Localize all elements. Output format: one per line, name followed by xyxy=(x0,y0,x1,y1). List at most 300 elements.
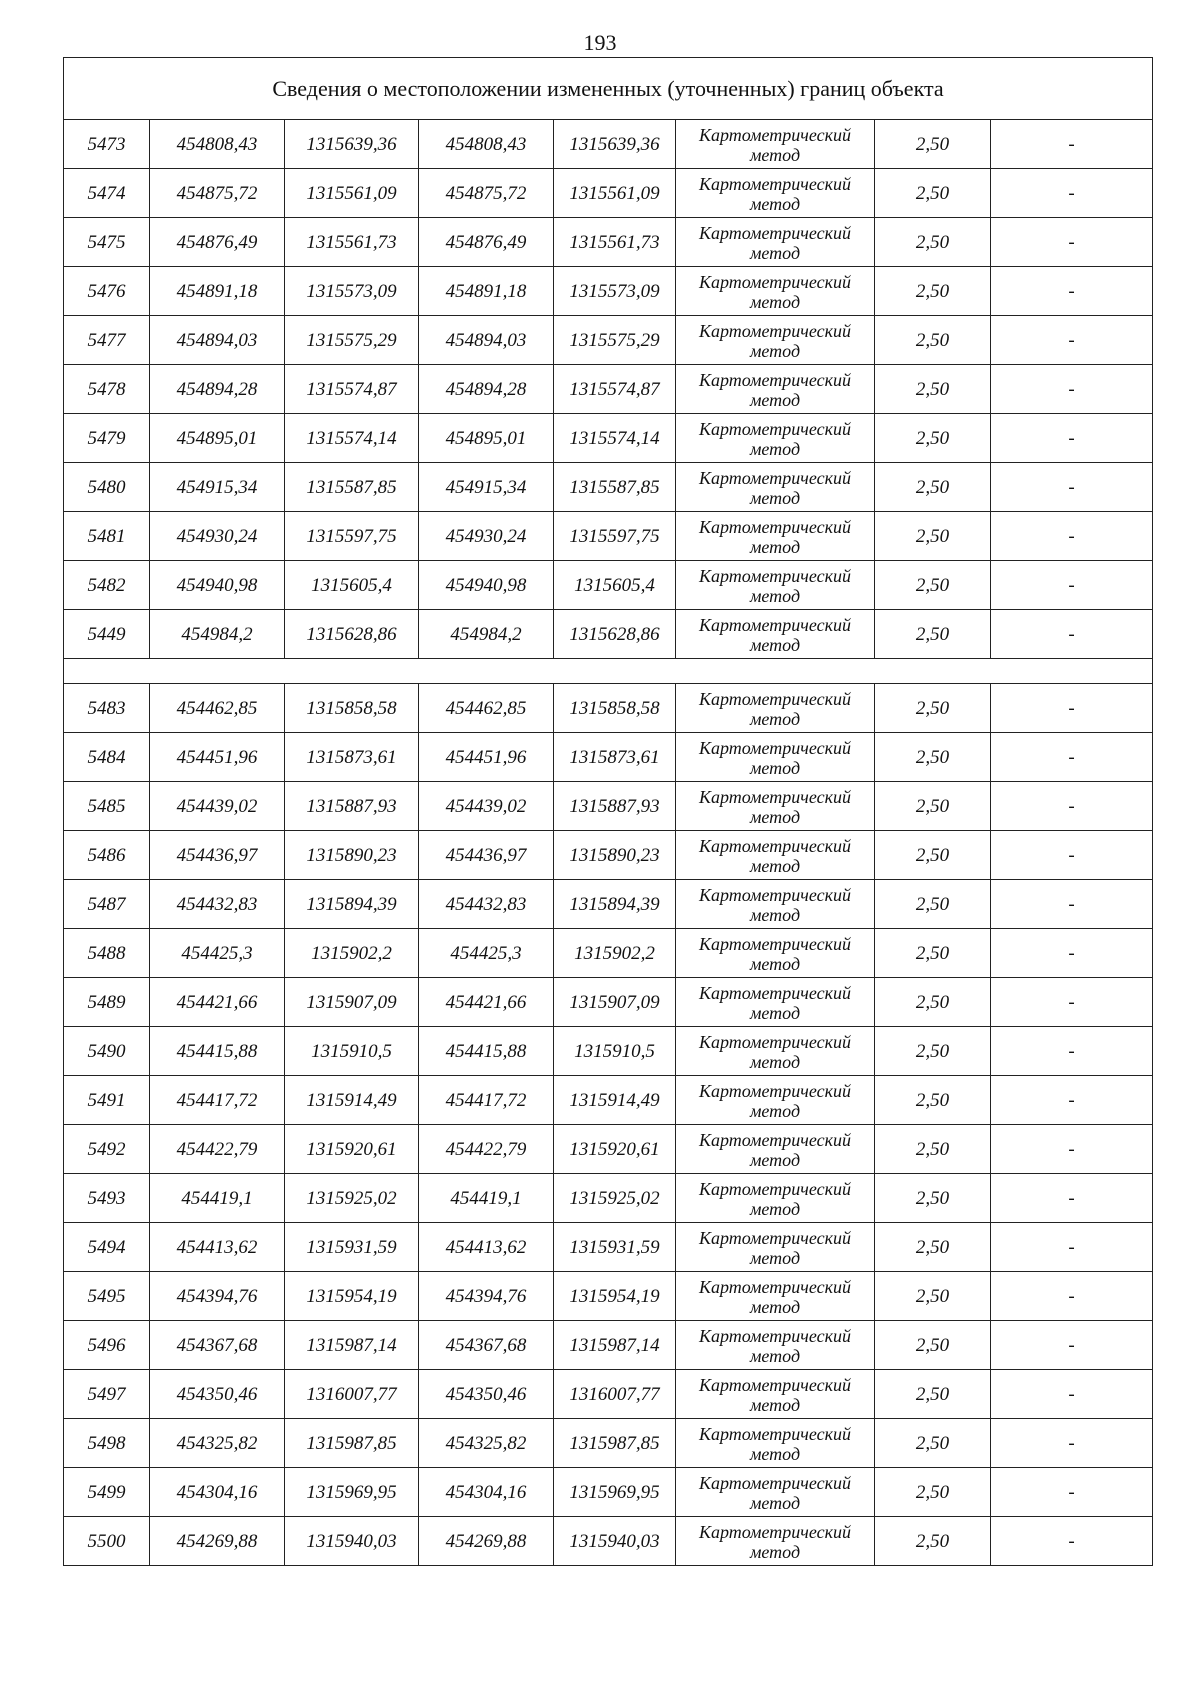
point-number-cell: 5499 xyxy=(64,1468,150,1517)
y-coordinate-existing-cell: 1315910,5 xyxy=(285,1027,419,1076)
x-coordinate-refined-cell: 454394,76 xyxy=(419,1272,554,1321)
x-coordinate-existing-cell: 454462,85 xyxy=(150,684,285,733)
table-row xyxy=(64,880,1153,929)
accuracy-cell: 2,50 xyxy=(875,1370,991,1419)
table-row xyxy=(64,561,1153,610)
x-coordinate-existing-cell: 454394,76 xyxy=(150,1272,285,1321)
point-number-cell: 5475 xyxy=(64,218,150,267)
method-line-2: метод xyxy=(749,953,801,974)
accuracy-cell: 2,50 xyxy=(875,1321,991,1370)
accuracy-cell: 2,50 xyxy=(875,929,991,978)
point-number-cell: 5492 xyxy=(64,1125,150,1174)
method-line-1: Картометрический xyxy=(698,933,851,954)
method-cell xyxy=(676,1125,875,1174)
table-row xyxy=(64,733,1153,782)
y-coordinate-existing-cell: 1315987,14 xyxy=(285,1321,419,1370)
y-coordinate-refined-cell: 1315890,23 xyxy=(554,831,676,880)
method-line-2: метод xyxy=(749,389,801,410)
x-coordinate-existing-cell: 454417,72 xyxy=(150,1076,285,1125)
table-row xyxy=(64,978,1153,1027)
x-coordinate-refined-cell: 454325,82 xyxy=(419,1419,554,1468)
description-cell: - xyxy=(991,684,1153,733)
method-line-1: Картометрический xyxy=(698,614,851,635)
method-line-2: метод xyxy=(749,806,801,827)
x-coordinate-existing-cell: 454876,49 xyxy=(150,218,285,267)
x-coordinate-refined-cell: 454940,98 xyxy=(419,561,554,610)
point-number-cell: 5484 xyxy=(64,733,150,782)
table-row xyxy=(64,782,1153,831)
x-coordinate-refined-cell: 454269,88 xyxy=(419,1517,554,1566)
x-coordinate-existing-cell: 454451,96 xyxy=(150,733,285,782)
y-coordinate-existing-cell: 1316007,77 xyxy=(285,1370,419,1419)
method-cell xyxy=(676,610,875,659)
method-cell xyxy=(676,414,875,463)
y-coordinate-existing-cell: 1315587,85 xyxy=(285,463,419,512)
table-row xyxy=(64,831,1153,880)
method-line-2: метод xyxy=(749,1541,801,1562)
y-coordinate-refined-cell: 1315573,09 xyxy=(554,267,676,316)
method-cell xyxy=(676,782,875,831)
point-number-cell: 5483 xyxy=(64,684,150,733)
y-coordinate-refined-cell: 1316007,77 xyxy=(554,1370,676,1419)
method-line-2: метод xyxy=(749,1051,801,1072)
y-coordinate-existing-cell: 1315597,75 xyxy=(285,512,419,561)
accuracy-cell: 2,50 xyxy=(875,684,991,733)
method-cell xyxy=(676,365,875,414)
x-coordinate-refined-cell: 454417,72 xyxy=(419,1076,554,1125)
method-line-1: Картометрический xyxy=(698,1129,851,1150)
method-line-1: Картометрический xyxy=(698,1374,851,1395)
method-line-2: метод xyxy=(749,144,801,165)
table-row xyxy=(64,463,1153,512)
x-coordinate-existing-cell: 454984,2 xyxy=(150,610,285,659)
method-cell xyxy=(676,463,875,512)
point-number-cell: 5481 xyxy=(64,512,150,561)
table-row xyxy=(64,267,1153,316)
y-coordinate-refined-cell: 1315910,5 xyxy=(554,1027,676,1076)
y-coordinate-existing-cell: 1315902,2 xyxy=(285,929,419,978)
y-coordinate-refined-cell: 1315639,36 xyxy=(554,120,676,169)
y-coordinate-refined-cell: 1315605,4 xyxy=(554,561,676,610)
method-line-2: метод xyxy=(749,1247,801,1268)
method-line-2: метод xyxy=(749,1492,801,1513)
description-cell: - xyxy=(991,1517,1153,1566)
accuracy-cell: 2,50 xyxy=(875,831,991,880)
method-cell xyxy=(676,978,875,1027)
x-coordinate-existing-cell: 454894,28 xyxy=(150,365,285,414)
method-line-2: метод xyxy=(749,1149,801,1170)
x-coordinate-existing-cell: 454413,62 xyxy=(150,1223,285,1272)
accuracy-cell: 2,50 xyxy=(875,1419,991,1468)
method-cell xyxy=(676,929,875,978)
y-coordinate-existing-cell: 1315954,19 xyxy=(285,1272,419,1321)
point-number-cell: 5487 xyxy=(64,880,150,929)
accuracy-cell: 2,50 xyxy=(875,1174,991,1223)
y-coordinate-refined-cell: 1315987,85 xyxy=(554,1419,676,1468)
method-line-1: Картометрический xyxy=(698,1178,851,1199)
x-coordinate-refined-cell: 454891,18 xyxy=(419,267,554,316)
table-row xyxy=(64,1370,1153,1419)
x-coordinate-existing-cell: 454422,79 xyxy=(150,1125,285,1174)
x-coordinate-refined-cell: 454419,1 xyxy=(419,1174,554,1223)
y-coordinate-existing-cell: 1315969,95 xyxy=(285,1468,419,1517)
accuracy-cell: 2,50 xyxy=(875,512,991,561)
method-cell xyxy=(676,1272,875,1321)
method-line-1: Картометрический xyxy=(698,1227,851,1248)
method-cell xyxy=(676,880,875,929)
method-line-1: Картометрический xyxy=(698,369,851,390)
point-number-cell: 5493 xyxy=(64,1174,150,1223)
table-title-row xyxy=(64,58,1153,120)
point-number-cell: 5482 xyxy=(64,561,150,610)
description-cell: - xyxy=(991,463,1153,512)
table-row xyxy=(64,610,1153,659)
description-cell: - xyxy=(991,561,1153,610)
point-number-cell: 5490 xyxy=(64,1027,150,1076)
y-coordinate-refined-cell: 1315873,61 xyxy=(554,733,676,782)
x-coordinate-existing-cell: 454808,43 xyxy=(150,120,285,169)
x-coordinate-refined-cell: 454894,03 xyxy=(419,316,554,365)
table-row xyxy=(64,1076,1153,1125)
table-row xyxy=(64,120,1153,169)
y-coordinate-refined-cell: 1315887,93 xyxy=(554,782,676,831)
x-coordinate-refined-cell: 454432,83 xyxy=(419,880,554,929)
y-coordinate-refined-cell: 1315954,19 xyxy=(554,1272,676,1321)
accuracy-cell: 2,50 xyxy=(875,1468,991,1517)
description-cell: - xyxy=(991,1321,1153,1370)
accuracy-cell: 2,50 xyxy=(875,316,991,365)
method-line-2: метод xyxy=(749,904,801,925)
point-number-cell: 5486 xyxy=(64,831,150,880)
point-number-cell: 5489 xyxy=(64,978,150,1027)
x-coordinate-existing-cell: 454930,24 xyxy=(150,512,285,561)
description-cell: - xyxy=(991,831,1153,880)
table-row xyxy=(64,1419,1153,1468)
point-number-cell: 5488 xyxy=(64,929,150,978)
y-coordinate-existing-cell: 1315887,93 xyxy=(285,782,419,831)
method-cell xyxy=(676,120,875,169)
y-coordinate-refined-cell: 1315940,03 xyxy=(554,1517,676,1566)
method-line-1: Картометрический xyxy=(698,1472,851,1493)
method-line-2: метод xyxy=(749,340,801,361)
description-cell: - xyxy=(991,1125,1153,1174)
table-row xyxy=(64,414,1153,463)
method-line-1: Картометрический xyxy=(698,1276,851,1297)
table-row xyxy=(64,218,1153,267)
point-number-cell: 5491 xyxy=(64,1076,150,1125)
table-row xyxy=(64,1468,1153,1517)
x-coordinate-existing-cell: 454432,83 xyxy=(150,880,285,929)
table-row xyxy=(64,1027,1153,1076)
method-line-1: Картометрический xyxy=(698,884,851,905)
point-number-cell: 5500 xyxy=(64,1517,150,1566)
x-coordinate-refined-cell: 454439,02 xyxy=(419,782,554,831)
description-cell: - xyxy=(991,1027,1153,1076)
accuracy-cell: 2,50 xyxy=(875,267,991,316)
table-row xyxy=(64,1223,1153,1272)
boundary-coordinates-table xyxy=(63,57,1153,1566)
x-coordinate-refined-cell: 454451,96 xyxy=(419,733,554,782)
y-coordinate-existing-cell: 1315574,87 xyxy=(285,365,419,414)
method-cell xyxy=(676,1076,875,1125)
method-line-2: метод xyxy=(749,291,801,312)
description-cell: - xyxy=(991,1468,1153,1517)
accuracy-cell: 2,50 xyxy=(875,169,991,218)
x-coordinate-existing-cell: 454425,3 xyxy=(150,929,285,978)
method-line-1: Картометрический xyxy=(698,271,851,292)
y-coordinate-refined-cell: 1315925,02 xyxy=(554,1174,676,1223)
y-coordinate-refined-cell: 1315902,2 xyxy=(554,929,676,978)
method-cell xyxy=(676,512,875,561)
method-cell xyxy=(676,267,875,316)
method-cell xyxy=(676,1468,875,1517)
method-line-2: метод xyxy=(749,487,801,508)
point-number-cell: 5474 xyxy=(64,169,150,218)
accuracy-cell: 2,50 xyxy=(875,120,991,169)
y-coordinate-existing-cell: 1315987,85 xyxy=(285,1419,419,1468)
table-row xyxy=(64,316,1153,365)
y-coordinate-existing-cell: 1315561,73 xyxy=(285,218,419,267)
y-coordinate-existing-cell: 1315940,03 xyxy=(285,1517,419,1566)
y-coordinate-refined-cell: 1315969,95 xyxy=(554,1468,676,1517)
x-coordinate-existing-cell: 454436,97 xyxy=(150,831,285,880)
x-coordinate-existing-cell: 454269,88 xyxy=(150,1517,285,1566)
description-cell: - xyxy=(991,414,1153,463)
y-coordinate-existing-cell: 1315561,09 xyxy=(285,169,419,218)
description-cell: - xyxy=(991,880,1153,929)
x-coordinate-existing-cell: 454350,46 xyxy=(150,1370,285,1419)
x-coordinate-refined-cell: 454350,46 xyxy=(419,1370,554,1419)
method-line-2: метод xyxy=(749,585,801,606)
x-coordinate-existing-cell: 454875,72 xyxy=(150,169,285,218)
method-line-1: Картометрический xyxy=(698,835,851,856)
x-coordinate-refined-cell: 454808,43 xyxy=(419,120,554,169)
y-coordinate-refined-cell: 1315931,59 xyxy=(554,1223,676,1272)
table-row xyxy=(64,1272,1153,1321)
y-coordinate-existing-cell: 1315914,49 xyxy=(285,1076,419,1125)
accuracy-cell: 2,50 xyxy=(875,414,991,463)
point-number-cell: 5476 xyxy=(64,267,150,316)
method-line-2: метод xyxy=(749,634,801,655)
x-coordinate-existing-cell: 454415,88 xyxy=(150,1027,285,1076)
x-coordinate-refined-cell: 454915,34 xyxy=(419,463,554,512)
accuracy-cell: 2,50 xyxy=(875,365,991,414)
y-coordinate-refined-cell: 1315914,49 xyxy=(554,1076,676,1125)
description-cell: - xyxy=(991,1174,1153,1223)
x-coordinate-existing-cell: 454325,82 xyxy=(150,1419,285,1468)
x-coordinate-existing-cell: 454421,66 xyxy=(150,978,285,1027)
x-coordinate-existing-cell: 454419,1 xyxy=(150,1174,285,1223)
x-coordinate-existing-cell: 454895,01 xyxy=(150,414,285,463)
accuracy-cell: 2,50 xyxy=(875,463,991,512)
y-coordinate-existing-cell: 1315605,4 xyxy=(285,561,419,610)
method-line-2: метод xyxy=(749,1443,801,1464)
method-cell xyxy=(676,1174,875,1223)
table-row xyxy=(64,1517,1153,1566)
accuracy-cell: 2,50 xyxy=(875,561,991,610)
method-line-1: Картометрический xyxy=(698,173,851,194)
table-row xyxy=(64,512,1153,561)
y-coordinate-existing-cell: 1315639,36 xyxy=(285,120,419,169)
x-coordinate-refined-cell: 454425,3 xyxy=(419,929,554,978)
method-line-1: Картометрический xyxy=(698,737,851,758)
description-cell: - xyxy=(991,1223,1153,1272)
point-number-cell: 5485 xyxy=(64,782,150,831)
method-cell xyxy=(676,1517,875,1566)
method-cell xyxy=(676,561,875,610)
y-coordinate-refined-cell: 1315628,86 xyxy=(554,610,676,659)
method-line-1: Картометрический xyxy=(698,688,851,709)
point-number-cell: 5498 xyxy=(64,1419,150,1468)
y-coordinate-existing-cell: 1315575,29 xyxy=(285,316,419,365)
y-coordinate-existing-cell: 1315890,23 xyxy=(285,831,419,880)
y-coordinate-existing-cell: 1315573,09 xyxy=(285,267,419,316)
y-coordinate-refined-cell: 1315561,09 xyxy=(554,169,676,218)
x-coordinate-existing-cell: 454304,16 xyxy=(150,1468,285,1517)
x-coordinate-refined-cell: 454436,97 xyxy=(419,831,554,880)
x-coordinate-refined-cell: 454367,68 xyxy=(419,1321,554,1370)
point-number-cell: 5449 xyxy=(64,610,150,659)
method-line-1: Картометрический xyxy=(698,1031,851,1052)
y-coordinate-refined-cell: 1315574,14 xyxy=(554,414,676,463)
point-number-cell: 5473 xyxy=(64,120,150,169)
method-cell xyxy=(676,831,875,880)
description-cell: - xyxy=(991,1076,1153,1125)
x-coordinate-existing-cell: 454439,02 xyxy=(150,782,285,831)
x-coordinate-refined-cell: 454413,62 xyxy=(419,1223,554,1272)
table-row xyxy=(64,929,1153,978)
point-number-cell: 5496 xyxy=(64,1321,150,1370)
point-number-cell: 5480 xyxy=(64,463,150,512)
method-line-1: Картометрический xyxy=(698,320,851,341)
table-row xyxy=(64,365,1153,414)
accuracy-cell: 2,50 xyxy=(875,1125,991,1174)
y-coordinate-refined-cell: 1315987,14 xyxy=(554,1321,676,1370)
table-row xyxy=(64,1125,1153,1174)
method-cell xyxy=(676,1321,875,1370)
x-coordinate-existing-cell: 454894,03 xyxy=(150,316,285,365)
method-line-1: Картометрический xyxy=(698,565,851,586)
method-cell xyxy=(676,1223,875,1272)
y-coordinate-refined-cell: 1315894,39 xyxy=(554,880,676,929)
x-coordinate-existing-cell: 454891,18 xyxy=(150,267,285,316)
method-cell xyxy=(676,1370,875,1419)
point-number-cell: 5478 xyxy=(64,365,150,414)
description-cell: - xyxy=(991,316,1153,365)
method-line-2: метод xyxy=(749,1100,801,1121)
method-line-2: метод xyxy=(749,1345,801,1366)
table-row xyxy=(64,1174,1153,1223)
method-cell xyxy=(676,733,875,782)
description-cell: - xyxy=(991,1419,1153,1468)
x-coordinate-refined-cell: 454304,16 xyxy=(419,1468,554,1517)
page-number: 193 xyxy=(583,30,617,55)
description-cell: - xyxy=(991,733,1153,782)
y-coordinate-existing-cell: 1315894,39 xyxy=(285,880,419,929)
description-cell: - xyxy=(991,512,1153,561)
table-row xyxy=(64,1321,1153,1370)
method-line-1: Картометрический xyxy=(698,1325,851,1346)
method-line-2: метод xyxy=(749,1394,801,1415)
point-number-cell: 5497 xyxy=(64,1370,150,1419)
method-line-2: метод xyxy=(749,1296,801,1317)
description-cell: - xyxy=(991,120,1153,169)
y-coordinate-existing-cell: 1315858,58 xyxy=(285,684,419,733)
method-line-1: Картометрический xyxy=(698,982,851,1003)
y-coordinate-existing-cell: 1315931,59 xyxy=(285,1223,419,1272)
y-coordinate-refined-cell: 1315561,73 xyxy=(554,218,676,267)
method-line-1: Картометрический xyxy=(698,467,851,488)
method-line-1: Картометрический xyxy=(698,1423,851,1444)
method-line-2: метод xyxy=(749,1198,801,1219)
x-coordinate-refined-cell: 454422,79 xyxy=(419,1125,554,1174)
y-coordinate-refined-cell: 1315920,61 xyxy=(554,1125,676,1174)
x-coordinate-refined-cell: 454930,24 xyxy=(419,512,554,561)
separator-row xyxy=(64,659,1153,684)
method-line-2: метод xyxy=(749,855,801,876)
y-coordinate-refined-cell: 1315907,09 xyxy=(554,978,676,1027)
description-cell: - xyxy=(991,267,1153,316)
method-line-1: Картометрический xyxy=(698,1521,851,1542)
description-cell: - xyxy=(991,929,1153,978)
accuracy-cell: 2,50 xyxy=(875,880,991,929)
point-number-cell: 5494 xyxy=(64,1223,150,1272)
y-coordinate-refined-cell: 1315597,75 xyxy=(554,512,676,561)
table-row xyxy=(64,169,1153,218)
method-line-1: Картометрический xyxy=(698,222,851,243)
x-coordinate-refined-cell: 454421,66 xyxy=(419,978,554,1027)
y-coordinate-existing-cell: 1315925,02 xyxy=(285,1174,419,1223)
method-line-1: Картометрический xyxy=(698,418,851,439)
description-cell: - xyxy=(991,365,1153,414)
method-cell xyxy=(676,218,875,267)
table-title: Сведения о местоположении измененных (уточненных) границ объекта xyxy=(64,58,1153,120)
y-coordinate-refined-cell: 1315587,85 xyxy=(554,463,676,512)
x-coordinate-refined-cell: 454984,2 xyxy=(419,610,554,659)
method-cell xyxy=(676,316,875,365)
method-line-2: метод xyxy=(749,242,801,263)
description-cell: - xyxy=(991,1370,1153,1419)
x-coordinate-existing-cell: 454940,98 xyxy=(150,561,285,610)
method-line-1: Картометрический xyxy=(698,516,851,537)
accuracy-cell: 2,50 xyxy=(875,1027,991,1076)
description-cell: - xyxy=(991,169,1153,218)
method-cell xyxy=(676,1419,875,1468)
method-cell xyxy=(676,169,875,218)
x-coordinate-refined-cell: 454415,88 xyxy=(419,1027,554,1076)
table-row xyxy=(64,684,1153,733)
method-line-1: Картометрический xyxy=(698,786,851,807)
method-line-2: метод xyxy=(749,193,801,214)
y-coordinate-existing-cell: 1315628,86 xyxy=(285,610,419,659)
y-coordinate-existing-cell: 1315920,61 xyxy=(285,1125,419,1174)
x-coordinate-refined-cell: 454895,01 xyxy=(419,414,554,463)
point-number-cell: 5479 xyxy=(64,414,150,463)
point-number-cell: 5477 xyxy=(64,316,150,365)
accuracy-cell: 2,50 xyxy=(875,218,991,267)
y-coordinate-refined-cell: 1315858,58 xyxy=(554,684,676,733)
x-coordinate-refined-cell: 454894,28 xyxy=(419,365,554,414)
method-line-2: метод xyxy=(749,438,801,459)
y-coordinate-existing-cell: 1315907,09 xyxy=(285,978,419,1027)
x-coordinate-refined-cell: 454875,72 xyxy=(419,169,554,218)
accuracy-cell: 2,50 xyxy=(875,1272,991,1321)
separator-cell xyxy=(64,659,1153,684)
x-coordinate-refined-cell: 454876,49 xyxy=(419,218,554,267)
method-cell xyxy=(676,684,875,733)
description-cell: - xyxy=(991,218,1153,267)
x-coordinate-refined-cell: 454462,85 xyxy=(419,684,554,733)
